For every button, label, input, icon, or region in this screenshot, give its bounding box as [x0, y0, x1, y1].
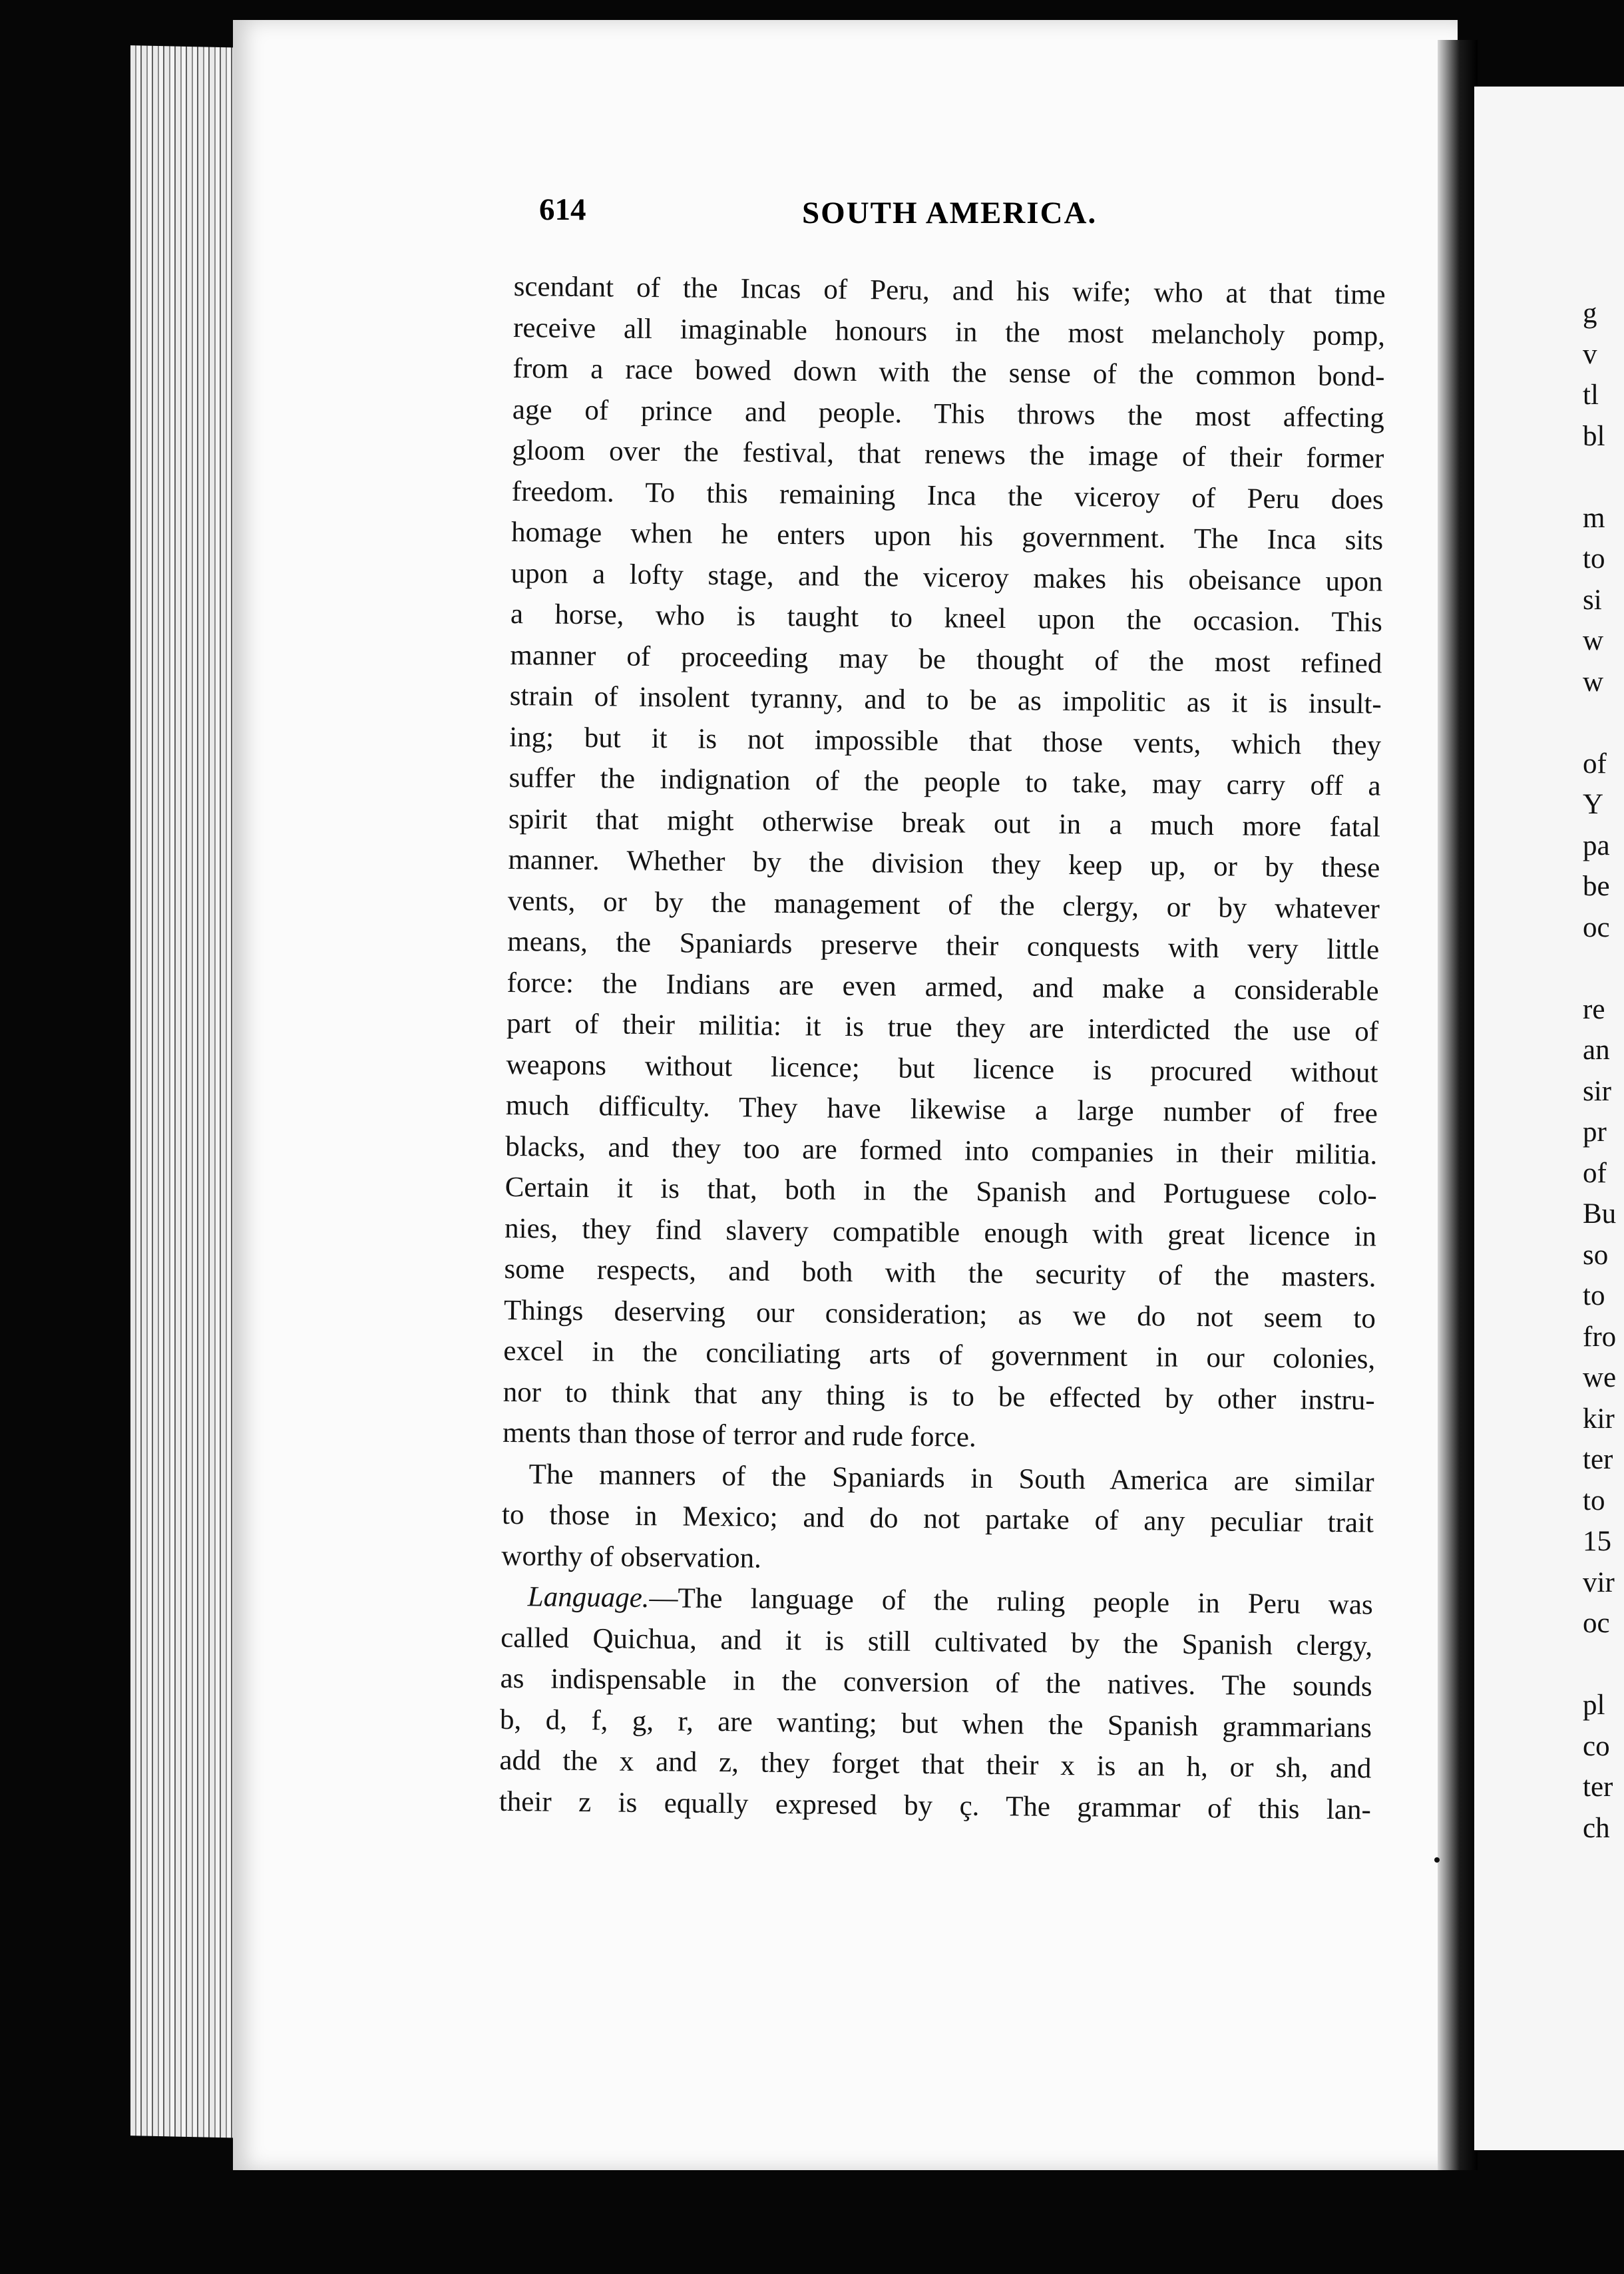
facing-page-fragment: vir [1583, 1566, 1615, 1598]
text-line: age of prince and people. This throws the most affecting [512, 393, 1385, 434]
facing-page-fragment: bl [1583, 420, 1605, 452]
text-line: weapons without licence; but licence is procured without [506, 1048, 1378, 1089]
facing-page-fragment: w [1583, 666, 1604, 698]
text-line: freedom. To this remaining Inca the viceroy of Peru does [511, 475, 1384, 516]
text-line: receive all imaginable honours in the most melancholy pomp, [512, 312, 1386, 352]
facing-page-fragment [1583, 457, 1624, 498]
text-line: some respects, and both with the security of the masters. [504, 1253, 1376, 1293]
text-line: Things deserving our consideration; as we do not seem to [503, 1294, 1376, 1335]
facing-page-fragment: pl [1583, 1690, 1605, 1721]
text-line: a horse, who is taught to kneel upon the occasion. This [510, 598, 1383, 638]
text-line: The manners of the Spaniards in South America are similar [528, 1458, 1374, 1498]
facing-page-fragment: v [1583, 338, 1597, 370]
page-body-text [499, 266, 1386, 1830]
facing-page-fragment: oc [1583, 1608, 1610, 1639]
text-line: add the x and z, they forget that their x is an h, or sh, and [499, 1744, 1372, 1785]
facing-page-fragment [1583, 1644, 1624, 1686]
facing-page-fragment: to [1583, 1280, 1605, 1311]
facing-page-fragment: re [1583, 993, 1605, 1025]
facing-page-fragment: w [1583, 625, 1604, 656]
facing-page-fragment: of [1583, 748, 1607, 780]
facing-page-fragment: Bu [1583, 1198, 1617, 1230]
text-line: nies, they find slavery compatible enough with great licence in [504, 1212, 1377, 1253]
text-line: to those in Mexico; and do not partake of any peculiar trait [501, 1498, 1374, 1539]
text-line: called Quichua, and it is still cultivated by the Spanish clergy, [501, 1622, 1373, 1662]
section-heading: Language. [527, 1581, 650, 1614]
text-line: ing; but it is not impossible that those vents, which they [508, 721, 1382, 762]
running-head: SOUTH AMERICA. [802, 196, 1098, 230]
text-line: means, the Spaniards preserve their conquests with very little [507, 925, 1380, 966]
page-number: 614 [539, 192, 586, 227]
facing-page-fragment: pa [1583, 829, 1610, 861]
text-line: vents, or by the management of the clergy, or by whatever [507, 885, 1380, 925]
text-line: force: the Indians are even armed, and make a considerable [507, 967, 1379, 1007]
text-line: part of their militia: it is true they are interdicted the use of [506, 1007, 1379, 1048]
facing-page-fragment: kir [1583, 1403, 1615, 1435]
text-line: excel in the conciliating arts of government in our colonies, [503, 1335, 1376, 1375]
text-line: manner of proceeding may be thought of the most refined [510, 639, 1382, 680]
text-line: much difficulty. They have likewise a large number of free [505, 1089, 1378, 1130]
facing-page-fragment: we [1583, 1362, 1617, 1393]
scan-speck [1434, 1857, 1440, 1863]
text-line: homage when he enters upon his government. The Inca sits [510, 516, 1384, 557]
facing-page-fragment: ter [1583, 1444, 1613, 1475]
facing-page-fragment: oc [1583, 911, 1610, 943]
facing-page-fragment [1583, 948, 1624, 989]
facing-page-fragment: sir [1583, 1075, 1611, 1107]
facing-page-fragment: to [1583, 543, 1605, 574]
text-line: from a race bowed down with the sense of the common bond- [512, 352, 1385, 393]
facing-page-fragment: ch [1583, 1812, 1610, 1844]
book-page-edges [130, 45, 248, 2138]
facing-page-fragment: co [1583, 1730, 1610, 1762]
text-line: nor to think that any thing is to be effected by other instru- [503, 1376, 1375, 1416]
facing-page-fragment: si [1583, 584, 1602, 616]
paragraph-2 [501, 1453, 1374, 1584]
text-line: gloom over the festival, that renews the image of their former [512, 434, 1384, 475]
facing-page-fragment [1583, 702, 1624, 744]
facing-page-fragment: m [1583, 502, 1605, 534]
facing-page-fragment: of [1583, 1157, 1607, 1189]
facing-page-fragment: an [1583, 1034, 1610, 1066]
text-line: worthy of observation. [501, 1540, 762, 1574]
text-line: scendant of the Incas of Peru, and his wife; who at that time [513, 270, 1386, 311]
facing-page-fragment: fro [1583, 1321, 1617, 1353]
text-line: Certain it is that, both in the Spanish and Portuguese colo- [505, 1171, 1377, 1212]
facing-page-fragment: Y [1583, 789, 1604, 820]
text-line: b, d, f, g, r, are wanting; but when the Spanish grammarians [499, 1704, 1372, 1743]
paragraph-3 [499, 1576, 1373, 1831]
text-line: as indispensable in the conversion of the natives. The sounds [500, 1662, 1372, 1703]
text-line: their z is equally expresed by ç. The grammar of this lan- [499, 1785, 1372, 1825]
text-line: manner. Whether by the division they keep up, or by these [508, 843, 1380, 884]
text-line: strain of insolent tyranny, and to be as impolitic as it is insult- [509, 680, 1382, 720]
text-line: suffer the indignation of the people to take, may carry off a [508, 762, 1381, 802]
facing-page-fragment: g [1583, 298, 1597, 329]
facing-page-fragment: pr [1583, 1116, 1607, 1148]
text-run: —The language of the ruling people in Peru was [649, 1582, 1373, 1621]
facing-page-fragment: ter [1583, 1771, 1613, 1803]
facing-page-fragment: so [1583, 1239, 1609, 1271]
book-gutter [1438, 40, 1478, 2170]
facing-page-fragment: tl [1583, 379, 1599, 411]
paragraph-1 [503, 266, 1386, 1462]
text-line: ments than those of terror and rude force. [502, 1417, 976, 1453]
text-line: spirit that might otherwise break out in a much more fatal [508, 803, 1381, 843]
facing-page-fragment: be [1583, 871, 1610, 902]
facing-page-fragment: to [1583, 1484, 1605, 1516]
facing-page-fragment: 15 [1583, 1526, 1611, 1557]
text-line: blacks, and they too are formed into companies in their militia. [505, 1130, 1378, 1171]
text-line: upon a lofty stage, and the viceroy makes his obeisance upon [510, 557, 1383, 598]
facing-page-text-fragments [1583, 293, 1624, 1849]
